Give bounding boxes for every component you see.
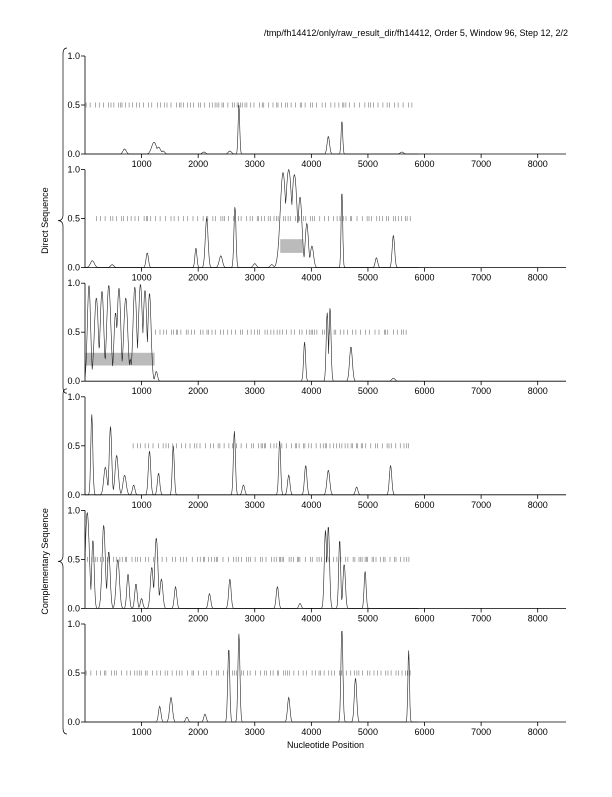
x-tick-label: 5000 — [357, 613, 378, 624]
y-tick-label: 0.0 — [67, 376, 80, 387]
x-tick-label: 6000 — [414, 499, 435, 510]
dash-row — [96, 216, 410, 221]
x-tick-label: 7000 — [471, 727, 492, 737]
x-tick-label: 7000 — [471, 159, 492, 169]
x-tick-label: 8000 — [527, 386, 548, 397]
series-line — [85, 414, 419, 494]
x-tick-label: 1000 — [131, 159, 152, 169]
y-tick-label: 0.5 — [67, 668, 80, 678]
x-tick-label: 1000 — [131, 613, 152, 624]
x-tick-label: 5000 — [357, 499, 378, 510]
panel-4 — [67, 392, 566, 510]
x-tick-label: 1000 — [131, 386, 152, 397]
y-tick-label: 0.0 — [67, 603, 80, 614]
x-tick-label: 8000 — [527, 727, 548, 737]
x-tick-label: 6000 — [414, 272, 435, 283]
x-tick-label: 7000 — [471, 272, 492, 283]
x-tick-label: 2000 — [188, 727, 209, 737]
x-tick-label: 5000 — [357, 159, 378, 169]
x-tick-label: 4000 — [301, 386, 322, 397]
x-tick-label: 5000 — [357, 727, 378, 737]
y-tick-label: 0.0 — [67, 262, 80, 273]
y-tick-label: 0.5 — [67, 440, 80, 451]
x-tick-label: 5000 — [357, 272, 378, 283]
x-tick-label: 4000 — [301, 272, 322, 283]
x-tick-label: 4000 — [301, 727, 322, 737]
y-tick-label: 1.0 — [67, 278, 80, 289]
x-tick-label: 1000 — [131, 499, 152, 510]
dash-row — [86, 671, 410, 676]
x-tick-label: 2000 — [188, 159, 209, 169]
y-tick-label: 1.0 — [67, 619, 80, 629]
dash-row — [133, 443, 408, 448]
highlight-box-1 — [86, 353, 155, 366]
x-tick-label: 2000 — [188, 613, 209, 624]
y-tick-label: 0.5 — [67, 327, 80, 338]
x-tick-label: 6000 — [414, 727, 435, 737]
x-tick-label: 8000 — [527, 272, 548, 283]
y-tick-label: 0.0 — [67, 149, 80, 159]
x-tick-label: 2000 — [188, 499, 209, 510]
series-line — [85, 631, 419, 722]
group-label-1: Direct Sequence — [40, 187, 50, 254]
panels — [67, 51, 566, 737]
header-title: /tmp/fh14412/only/raw_result_dir/fh14412, Order 5, Window 96, Step 12, 2/2 — [263, 28, 568, 38]
x-tick-label: 7000 — [471, 386, 492, 397]
x-tick-label: 1000 — [131, 727, 152, 737]
x-tick-label: 6000 — [414, 613, 435, 624]
group-label-2: Complementary Sequence — [40, 508, 50, 615]
y-tick-label: 0.5 — [67, 100, 80, 110]
y-tick-label: 1.0 — [67, 505, 80, 516]
x-tick-label: 3000 — [244, 727, 265, 737]
highlight-box-1 — [280, 239, 303, 253]
group-brace-2 — [58, 389, 67, 734]
x-tick-label: 7000 — [471, 499, 492, 510]
dash-row — [156, 330, 406, 335]
y-tick-label: 1.0 — [67, 164, 80, 175]
dash-row — [86, 103, 412, 108]
y-tick-label: 0.5 — [67, 213, 80, 224]
y-tick-label: 0.0 — [67, 717, 80, 727]
x-tick-label: 6000 — [414, 159, 435, 169]
dash-row — [87, 557, 409, 562]
x-tick-label: 2000 — [188, 272, 209, 283]
panel-5 — [67, 505, 566, 623]
x-tick-label: 8000 — [527, 159, 548, 169]
y-tick-label: 0.5 — [67, 554, 80, 565]
x-tick-label: 4000 — [301, 613, 322, 624]
x-tick-label: 7000 — [471, 613, 492, 624]
x-tick-label: 8000 — [527, 499, 548, 510]
x-tick-label: 8000 — [527, 613, 548, 624]
x-tick-label: 4000 — [301, 499, 322, 510]
x-tick-label: 4000 — [301, 159, 322, 169]
x-tick-label: 3000 — [244, 159, 265, 169]
y-tick-label: 1.0 — [67, 51, 80, 61]
series-line — [85, 285, 419, 381]
series-line — [85, 105, 419, 154]
x-tick-label: 2000 — [188, 386, 209, 397]
x-tick-label: 3000 — [244, 272, 265, 283]
x-tick-label: 3000 — [244, 613, 265, 624]
x-axis-title: Nucleotide Position — [286, 740, 365, 750]
y-tick-label: 1.0 — [67, 391, 80, 402]
group-braces — [40, 48, 67, 734]
group-brace-1 — [58, 48, 67, 393]
panel-6 — [67, 619, 566, 737]
x-tick-label: 1000 — [131, 272, 152, 283]
x-tick-label: 3000 — [244, 499, 265, 510]
x-tick-label: 6000 — [414, 386, 435, 397]
y-tick-label: 0.0 — [67, 489, 80, 500]
x-tick-label: 5000 — [357, 386, 378, 397]
panel-3 — [67, 278, 566, 396]
panel-1 — [67, 51, 566, 169]
x-tick-label: 3000 — [244, 386, 265, 397]
panel-2 — [67, 165, 566, 283]
